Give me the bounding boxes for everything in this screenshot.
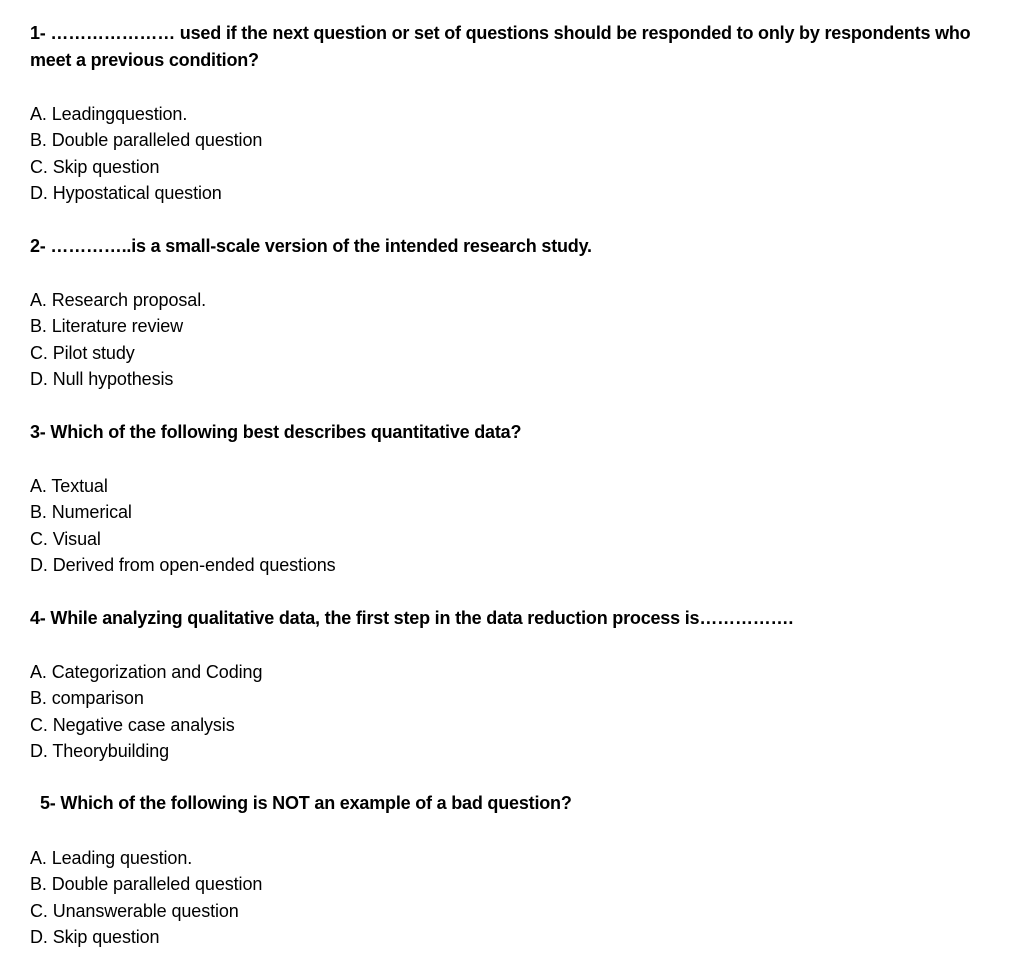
question-4-option-d: D. Theorybuilding (30, 740, 170, 761)
question-2-text: 2- …………..is a small-scale version of the intended research study. (30, 236, 592, 256)
question-3-text: 3- Which of the following best describes quantitative data? (30, 422, 522, 442)
question-1-text: 1- ………………… used if the next question or set of questions should be responded to only by respondents who meet a previous condition? (30, 23, 971, 70)
question-3-option-d: D. Derived from open-ended questions (30, 554, 336, 575)
question-3-options (30, 473, 336, 578)
question-2-options (30, 287, 206, 392)
question-1-option-c: C. Skip question (30, 156, 160, 177)
question-2-option-b: B. Literature review (30, 316, 184, 337)
question-3-option-b: B. Numerical (30, 502, 132, 523)
question-2-option-c: C. Pilot study (30, 342, 135, 363)
question-4-option-b: B. comparison (30, 688, 144, 709)
question-1-option-d: D. Hypostatical question (30, 182, 222, 203)
question-5-option-d: D. Skip question (30, 926, 160, 947)
question-3-option-c: C. Visual (30, 528, 101, 549)
question-4-option-c: C. Negative case analysis (30, 714, 235, 735)
question-5-options (30, 845, 262, 950)
question-1-option-a: A. Leadingquestion. (30, 104, 188, 124)
question-5-text: 5- Which of the following is NOT an example of a bad question? (40, 793, 572, 813)
question-4-options (30, 659, 262, 764)
question-1-option-b: B. Double paralleled question (30, 130, 263, 151)
question-4-text: 4- While analyzing qualitative data, the first step in the data reduction process is……………. (30, 608, 794, 628)
question-2-option-d: D. Null hypothesis (30, 368, 174, 389)
question-3-option-a: A. Textual (30, 476, 108, 496)
question-5-option-a: A. Leading question. (30, 848, 193, 868)
question-2-option-a: A. Research proposal. (30, 290, 206, 310)
question-5-option-c: C. Unanswerable question (30, 900, 239, 921)
question-4-option-a: A. Categorization and Coding (30, 662, 263, 682)
question-5-option-b: B. Double paralleled question (30, 874, 263, 895)
question-1-options (30, 101, 262, 206)
